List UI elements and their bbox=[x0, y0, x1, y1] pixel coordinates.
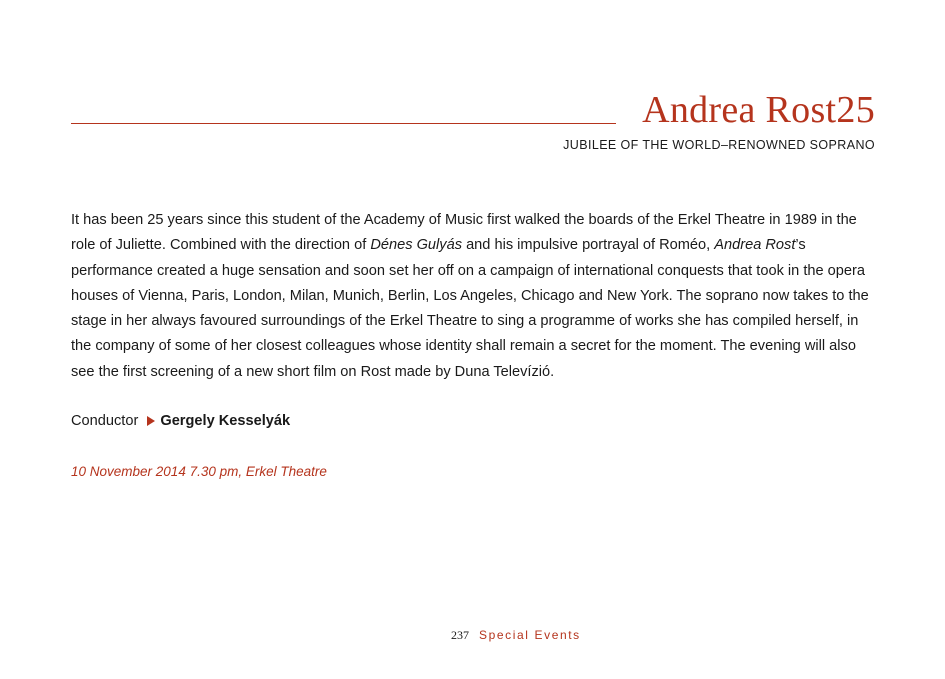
director-name: Dénes Gulyás bbox=[370, 237, 463, 254]
description-text: ’s performance created a huge sensation and soon set her off on a campaign of international conquests that took in the opera houses of Vienna, Paris, London, Milan, Munich, Berlin, Los Angeles, Chicago and New York. The soprano now takes to the stage in her always favoured surroundings of the Erkel Theatre to sing a programme of works she has compiled herself, in the company of some of her closest colleagues whose identity shall remain a secret for the moment. The evening will also see the first screening of a new short film on Rost made by Duna Televízió. bbox=[71, 237, 869, 380]
page-subtitle: JUBILEE OF THE WORLD–RENOWNED SOPRANO bbox=[563, 138, 875, 152]
section-name: Special Events bbox=[479, 628, 581, 642]
description-text: It has been 25 years since this student of the Academy of Music first walked the boards of the Erkel Theatre in 1989 in the role of Juliette. Combined with the direction of bbox=[71, 212, 857, 254]
page-footer bbox=[451, 626, 581, 644]
triangle-right-icon bbox=[147, 416, 155, 426]
event-description bbox=[71, 208, 881, 385]
page-title: Andrea Rost25 bbox=[642, 89, 875, 131]
page-number: 237 bbox=[451, 628, 469, 642]
header-rule bbox=[71, 123, 616, 124]
performer-name: Andrea Rost bbox=[714, 237, 796, 254]
credit-role: Conductor bbox=[71, 413, 139, 429]
page-header bbox=[71, 88, 875, 158]
conductor-credit bbox=[71, 410, 290, 432]
description-text: and his impulsive portrayal of Roméo, bbox=[462, 237, 715, 254]
credit-name: Gergely Kesselyák bbox=[160, 413, 291, 429]
event-date: 10 November 2014 7.30 pm, Erkel Theatre bbox=[71, 464, 327, 479]
